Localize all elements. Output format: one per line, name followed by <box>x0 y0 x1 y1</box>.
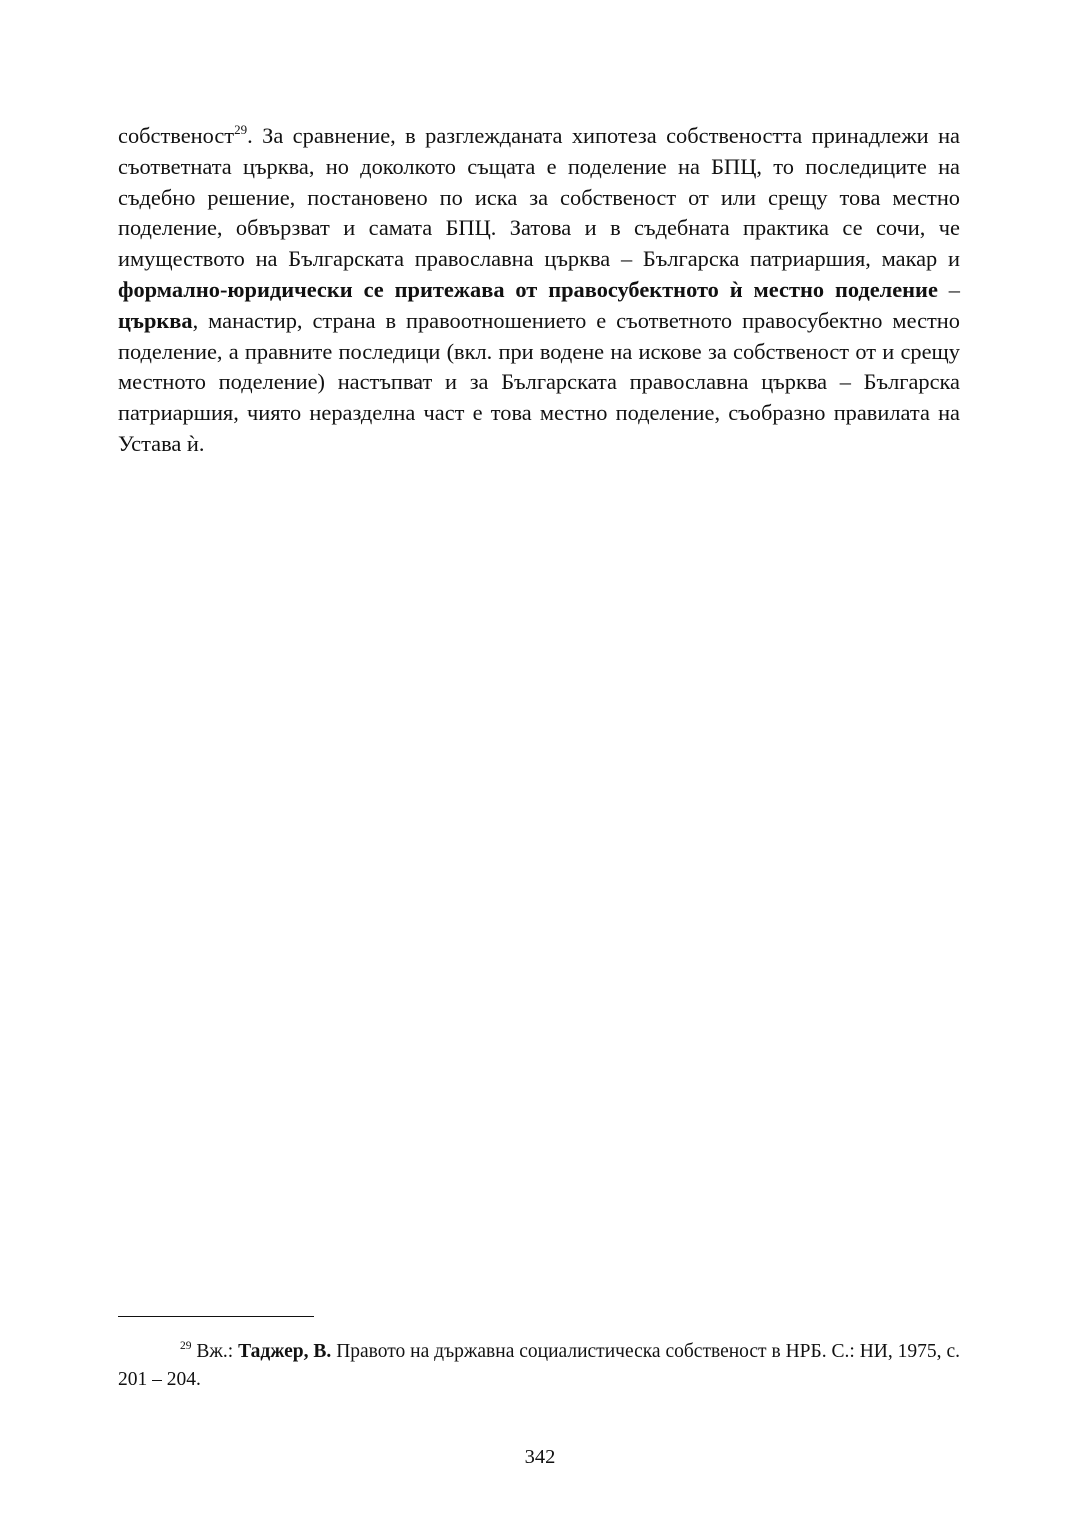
body-text-segment: – <box>937 276 960 302</box>
bold-emphasis: църква <box>118 307 193 333</box>
footnote <box>118 1338 960 1394</box>
body-paragraph <box>118 121 960 460</box>
page-number: 342 <box>524 1446 556 1468</box>
footnote-separator <box>118 1316 314 1317</box>
body-text-segment: , манастир, страна в правоотношението е съответното правосубектно местно поделение, а правните последици (вкл. при водене на искове за собственост от и срещу местното поделение) настъпват и за Българската православна църква – Българска патриаршия, чиято неразделна част е това местно поделение, съобразно правилата на Устава ѝ. <box>118 307 960 456</box>
body-text-segment: . За сравнение, в разглежданата хипотеза собствеността принадлежи на съответната църква, но доколкото същата е поделение на БПЦ, то последиците на съдебно решение, постановено по иска за собственост от или срещу това местно поделение, обвързват и самата БПЦ. Затова и в съдебната практика се сочи, че имуществото на Българската православна църква – Българска патриаршия, макар и <box>118 123 960 272</box>
bold-emphasis: формално-юридически се притежава от правосубектното ѝ местно поделение <box>118 276 938 302</box>
footnote-prefix: Вж.: <box>191 1341 239 1362</box>
footnote-text: Правото на държавна социалистическа собственост в НРБ. С.: НИ, 1975, с. 201 – 204. <box>118 1341 960 1390</box>
body-text-segment: собственост <box>118 123 235 148</box>
footnote-author: Таджер, В. <box>238 1341 332 1362</box>
footnote-number: 29 <box>180 1340 192 1352</box>
footnote-reference: 29 <box>234 122 248 137</box>
